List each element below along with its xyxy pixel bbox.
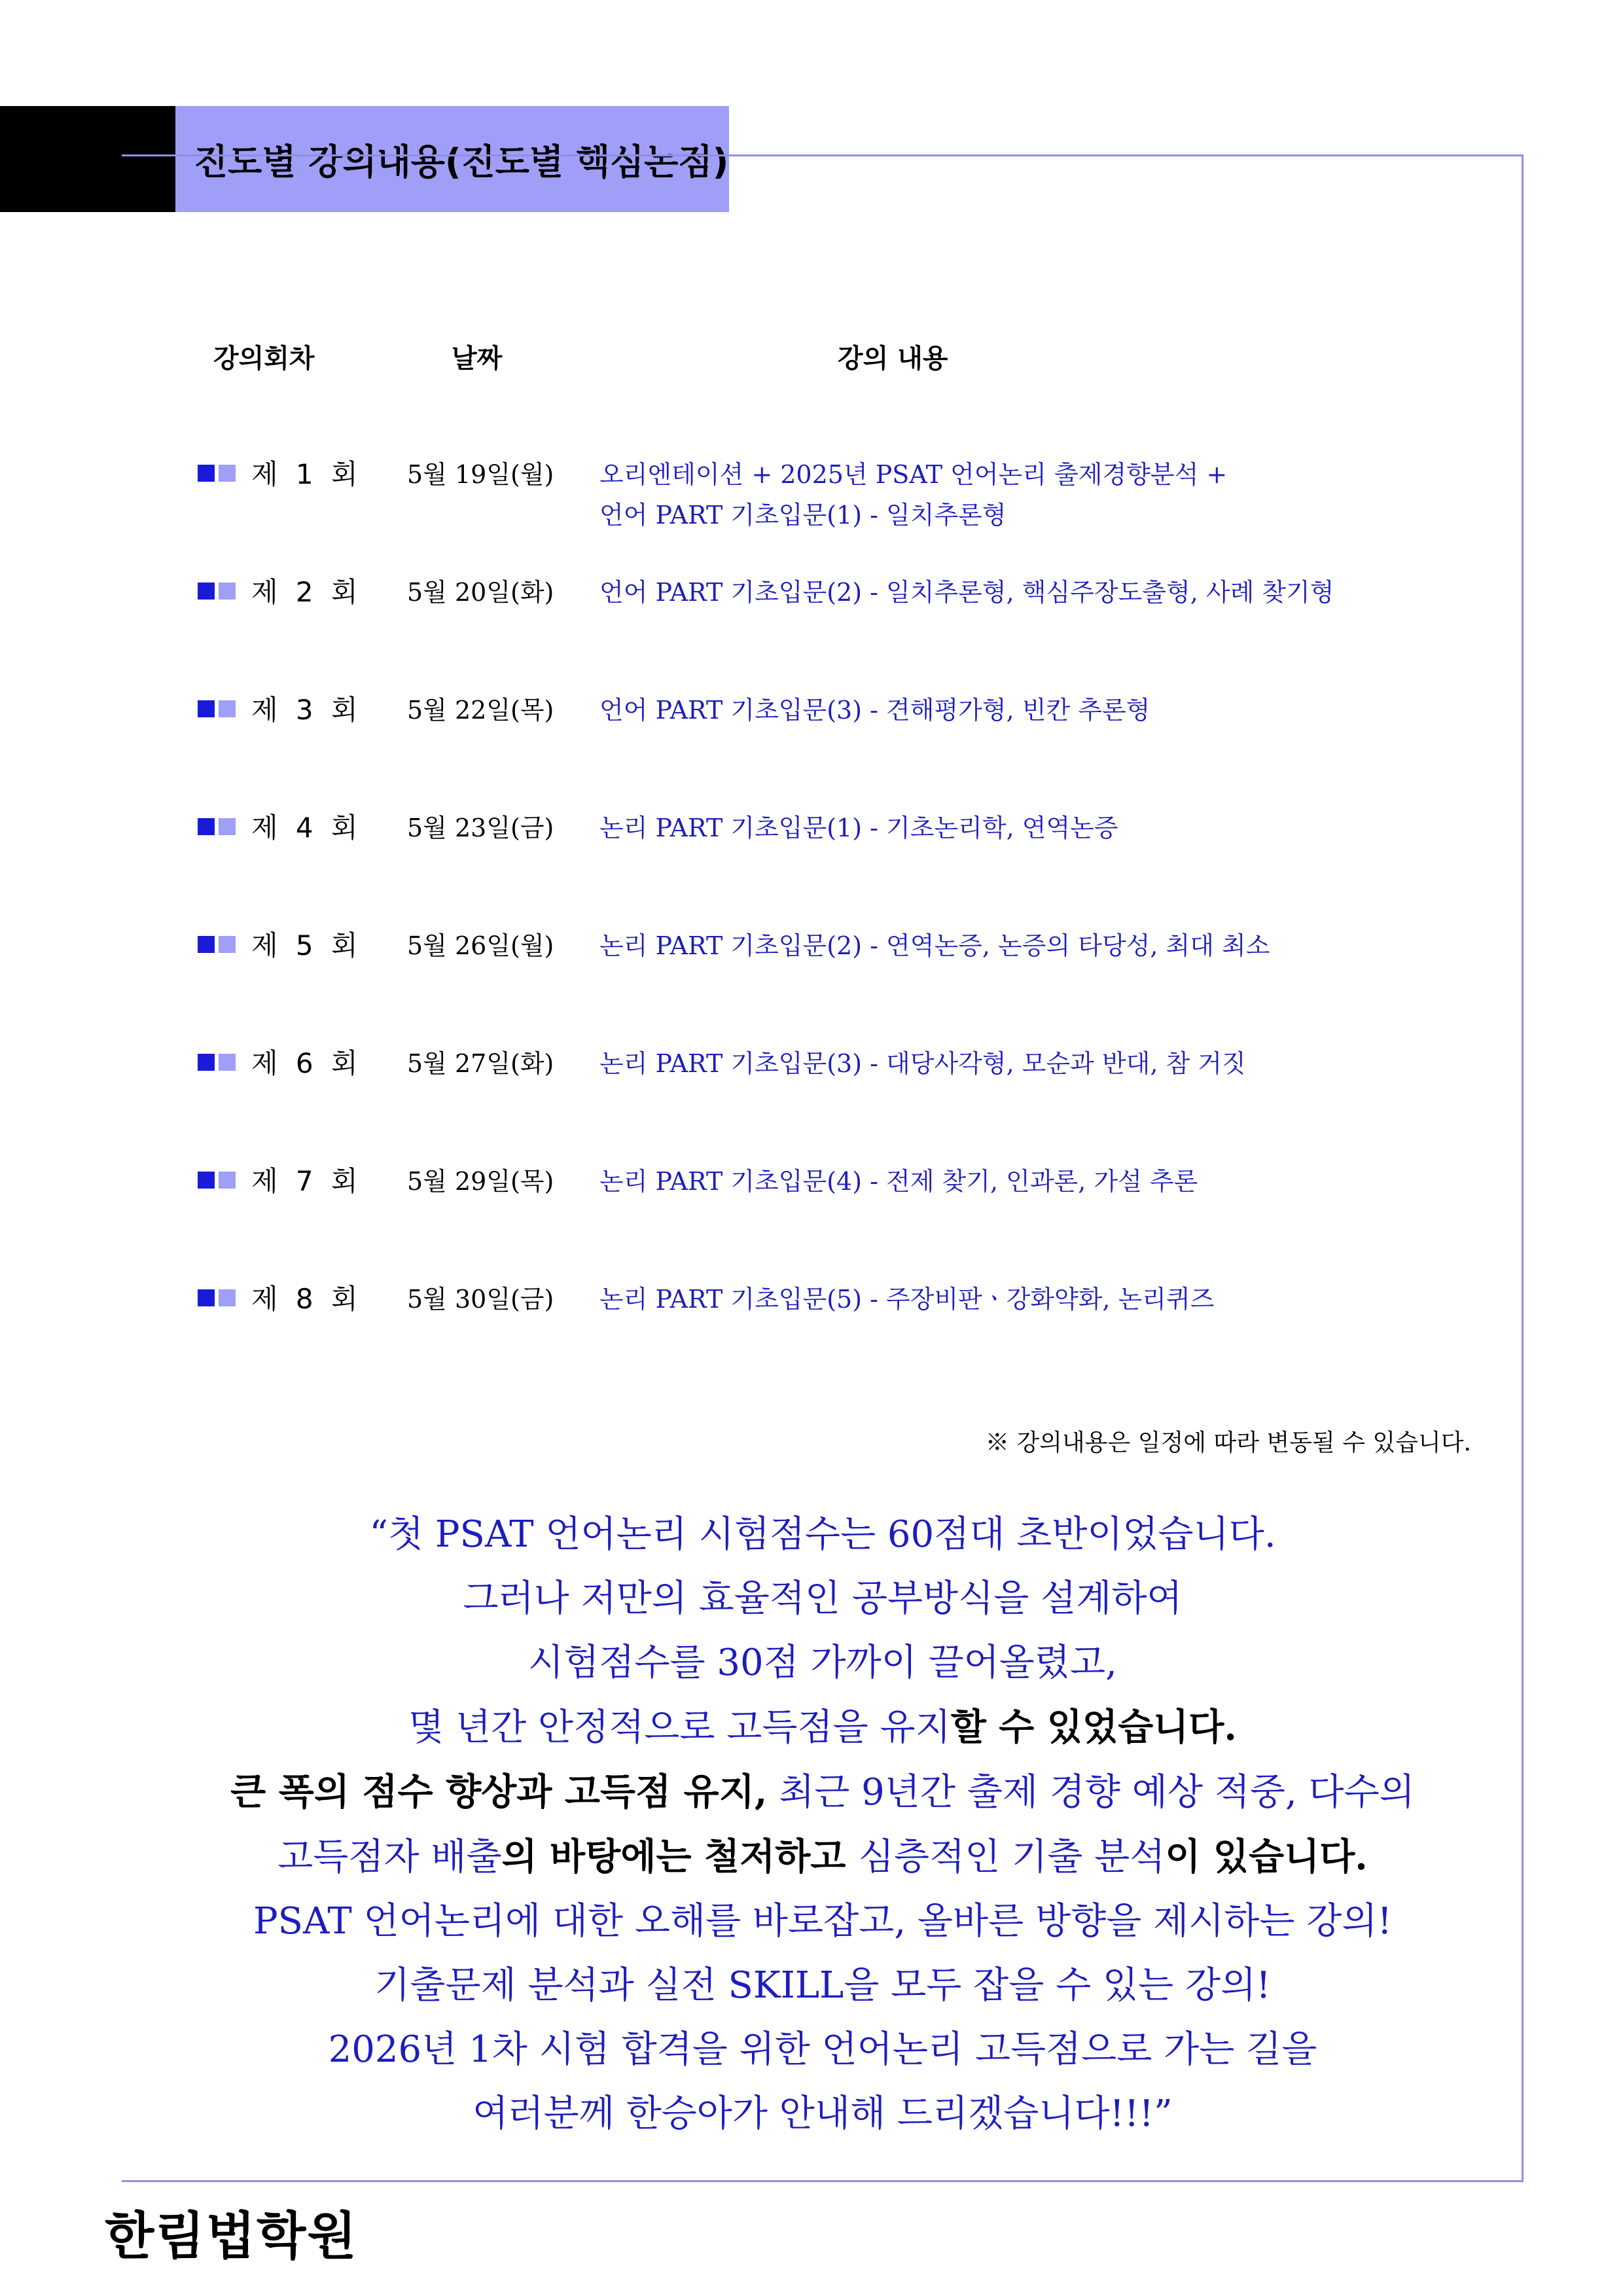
session-number: 제 2 회 bbox=[251, 576, 358, 608]
quote-line: 기출문제 분석과 실전 SKILL을 모두 잡을 수 있는 강의! bbox=[374, 1964, 1271, 2007]
session-number: 제 6 회 bbox=[251, 1047, 358, 1079]
content-line: 논리 PART 기초입문(5) - 주장비판ㆍ강화약화, 논리퀴즈 bbox=[599, 1285, 1215, 1314]
bullet-squares-icon bbox=[198, 936, 237, 953]
session-number: 제 8 회 bbox=[251, 1283, 358, 1315]
session-content bbox=[599, 690, 1150, 730]
quote-line: 시험점수를 30점 가까이 끌어올렸고, bbox=[528, 1641, 1117, 1684]
content-line: 논리 PART 기초입문(2) - 연역논증, 논증의 타당성, 최대 최소 bbox=[599, 931, 1270, 960]
bullet-squares-icon bbox=[198, 465, 237, 482]
table-row bbox=[0, 929, 1623, 1008]
bullet-squares-icon bbox=[198, 818, 237, 835]
session-content bbox=[599, 1161, 1198, 1202]
bullet-squares-icon bbox=[198, 1289, 237, 1306]
quote-line: 여러분께 한승아가 안내해 드리겠습니다!!!” bbox=[473, 2092, 1173, 2135]
quote-segment: 고득점자 배출 bbox=[277, 1836, 502, 1878]
academy-logo: 한림법학원 bbox=[105, 2207, 358, 2266]
table-row bbox=[0, 576, 1623, 655]
content-line: 언어 PART 기초입문(3) - 견해평가형, 빈칸 추론형 bbox=[599, 696, 1150, 725]
bullet-squares-icon bbox=[198, 1054, 237, 1071]
session-date: 5월 20일(화) bbox=[407, 578, 554, 607]
quote-segment: 할 수 있었습니다. bbox=[950, 1706, 1237, 1749]
quote-segment: 큰 폭의 점수 향상과 고득점 유지, bbox=[230, 1770, 768, 1814]
quote-segment: 몇 년간 안정적으로 고득점을 유지 bbox=[408, 1706, 951, 1749]
content-line: 언어 PART 기초입문(2) - 일치추론형, 핵심주장도출형, 사례 찾기형 bbox=[599, 578, 1334, 607]
quote-line bbox=[122, 1825, 1524, 1890]
session-number: 제 7 회 bbox=[251, 1165, 358, 1197]
session-date: 5월 19일(월) bbox=[407, 460, 554, 489]
quote-line: “첫 PSAT 언어논리 시험점수는 60점대 초반이었습니다. bbox=[369, 1513, 1276, 1556]
session-content bbox=[599, 808, 1118, 848]
quote-segment: 이 있습니다. bbox=[1165, 1835, 1368, 1878]
quote-line: PSAT 언어논리에 대한 오해를 바로잡고, 올바른 방향을 제시하는 강의! bbox=[253, 1900, 1392, 1943]
session-number: 제 1 회 bbox=[251, 458, 358, 490]
quote-line: 2026년 1차 시험 합격을 위한 언어논리 고득점으로 가는 길을 bbox=[328, 2028, 1317, 2071]
header-date: 날짜 bbox=[452, 344, 503, 374]
session-content bbox=[599, 1279, 1214, 1319]
session-date: 5월 27일(화) bbox=[407, 1049, 554, 1078]
schedule-change-note: ※ 강의내용은 일정에 따라 변동될 수 있습니다. bbox=[985, 1429, 1471, 1456]
quote-line: 그러나 저만의 효율적인 공부방식을 설계하여 bbox=[463, 1577, 1183, 1620]
session-content bbox=[599, 454, 1227, 535]
content-line: 논리 PART 기초입문(3) - 대당사각형, 모순과 반대, 참 거짓 bbox=[599, 1049, 1246, 1078]
session-date: 5월 29일(목) bbox=[407, 1167, 554, 1196]
session-date: 5월 26일(월) bbox=[407, 931, 554, 960]
table-row bbox=[0, 1047, 1623, 1126]
table-row bbox=[0, 458, 1623, 537]
content-line: 논리 PART 기초입문(4) - 전제 찾기, 인과론, 가설 추론 bbox=[599, 1167, 1198, 1196]
bullet-squares-icon bbox=[198, 583, 237, 600]
header-content: 강의 내용 bbox=[838, 344, 948, 374]
session-number: 제 5 회 bbox=[251, 929, 358, 961]
content-line: 논리 PART 기초입문(1) - 기초논리학, 연역논증 bbox=[599, 814, 1118, 842]
session-date: 5월 30일(금) bbox=[407, 1285, 554, 1314]
quote-segment: 심층적인 기출 분석 bbox=[858, 1836, 1166, 1878]
quote-line bbox=[122, 1695, 1524, 1760]
content-line: 언어 PART 기초입문(1) - 일치추론형 bbox=[599, 501, 1007, 529]
table-row bbox=[0, 1283, 1623, 1361]
table-row bbox=[0, 1165, 1623, 1244]
session-number: 제 3 회 bbox=[251, 694, 358, 726]
session-content bbox=[599, 1043, 1246, 1084]
session-date: 5월 23일(금) bbox=[407, 814, 554, 842]
session-date: 5월 22일(목) bbox=[407, 696, 554, 725]
instructor-quote bbox=[122, 1503, 1524, 2146]
section-title: 진도별 강의내용(진도별 핵심논점) bbox=[194, 141, 729, 183]
quote-line bbox=[122, 1760, 1524, 1825]
session-content bbox=[599, 572, 1334, 613]
bullet-squares-icon bbox=[198, 1172, 237, 1189]
content-line: 오리엔테이션 + 2025년 PSAT 언어논리 출제경향분석 + bbox=[599, 460, 1228, 489]
header-session: 강의회차 bbox=[213, 344, 315, 374]
session-content bbox=[599, 925, 1270, 966]
quote-segment: 의 바탕에는 철저하고 bbox=[501, 1835, 859, 1878]
session-number: 제 4 회 bbox=[251, 812, 358, 844]
bullet-squares-icon bbox=[198, 700, 237, 717]
table-row bbox=[0, 812, 1623, 890]
quote-segment: 최근 9년간 출제 경향 예상 적중, 다수의 bbox=[767, 1771, 1415, 1814]
table-row bbox=[0, 694, 1623, 772]
